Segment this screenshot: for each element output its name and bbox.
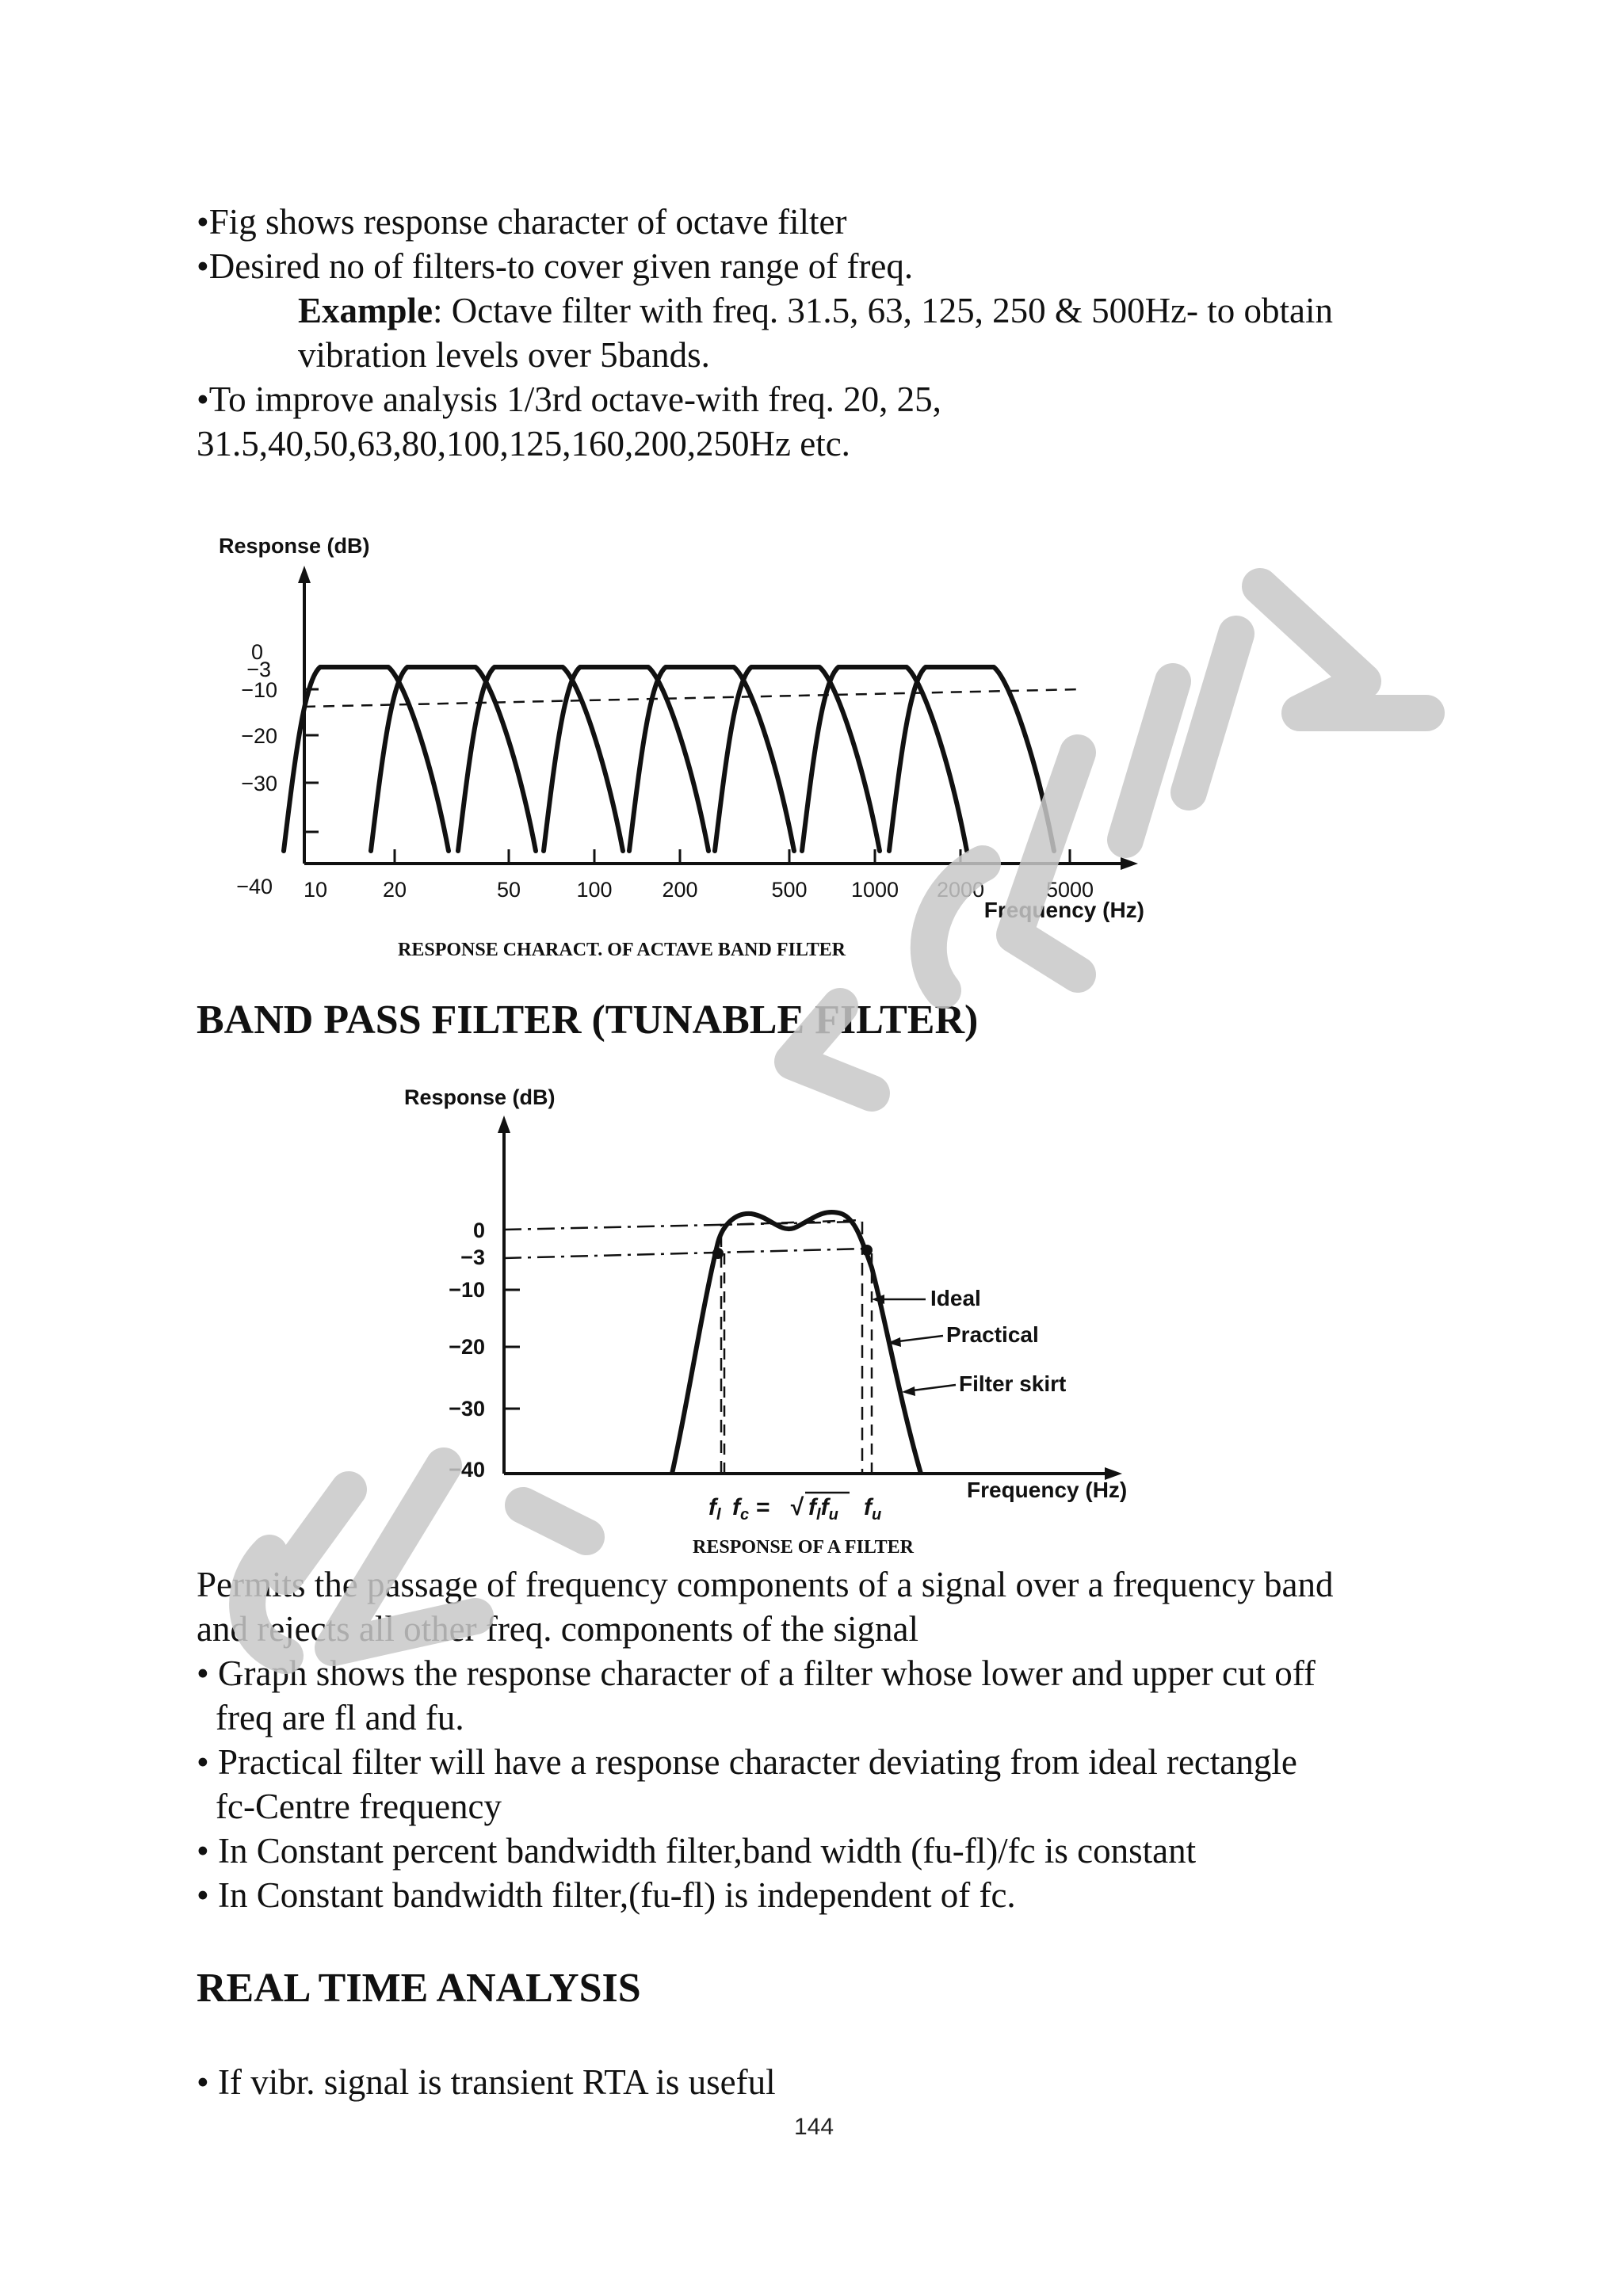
fig2-ideal-rectangle [721, 1220, 862, 1474]
fig1-xtick: 20 [382, 878, 407, 902]
octave-band-curve [889, 667, 1054, 851]
body-bullet3: • In Constant percent bandwidth filter,band width (fu-fl)/fc is constant [197, 1831, 1197, 1871]
section2-bullet1: • If vibr. signal is transient RTA is useful [197, 2062, 776, 2102]
section-heading-real-time-analysis: REAL TIME ANALYSIS [197, 1966, 641, 2011]
fig2-ytick: −40 [449, 1458, 485, 1482]
fig1-minus3db-line [304, 689, 1081, 707]
body-p1-line2: and rejects all other freq. components of the signal [197, 1609, 918, 1649]
section-heading-band-pass: BAND PASS FILTER (TUNABLE FILTER) [197, 997, 979, 1043]
fig1-ytick: −40 [236, 875, 273, 898]
fig2-ylabel: Response (dB) [404, 1085, 556, 1109]
fig1-y-arrow [298, 566, 311, 583]
fig2-x-annotation [708, 1493, 881, 1524]
intro-line-4: •To improve analysis 1/3rd octave-with freq. 20, 25, [197, 379, 941, 419]
band-pass-chart [393, 1070, 1170, 1545]
fig2-lower-cutoff-point [712, 1248, 724, 1259]
fig2-minus3db-line [504, 1249, 867, 1258]
fig1-xtick: 200 [662, 878, 698, 902]
octave-filter-chart [200, 491, 1167, 935]
example-label: Example [298, 291, 433, 330]
intro-line-5: 31.5,40,50,63,80,100,125,160,200,250Hz etc. [197, 424, 850, 463]
svg-text:fu: $f_u$ [864, 1494, 882, 1524]
intro-example-cont: vibration levels over 5bands. [298, 335, 710, 375]
fig1-caption: RESPONSE CHARACT. OF ACTAVE BAND FILTER [398, 940, 846, 960]
fig1-xtick: 50 [496, 878, 521, 902]
band-pass-figure [393, 1070, 1170, 1545]
fig1-xtick: 5000 [1045, 878, 1094, 902]
octave-filter-figure [200, 491, 1167, 935]
intro-line-1: •Fig shows response character of octave filter [197, 202, 847, 242]
fig1-ytick: −3 [246, 658, 271, 681]
fig1-ytick: 0 [250, 640, 263, 664]
fig2-caption: RESPONSE OF A FILTER [693, 1537, 914, 1558]
intro-example [298, 288, 1333, 333]
fig2-ytick: −20 [449, 1335, 485, 1359]
fig1-ylabel: Response (dB) [219, 534, 370, 558]
fig1-xlabel: Frequency (Hz) [983, 898, 1144, 922]
body-p1-line1: Permits the passage of frequency components of a signal over a frequency band [197, 1565, 1334, 1604]
body-bullet1-line1: • Graph shows the response character of a filter whose lower and upper cut off [197, 1653, 1316, 1693]
fig2-label-ideal: Ideal [930, 1286, 981, 1310]
fig2-y-arrow [498, 1116, 510, 1133]
body-bullet1-line2: freq are fl and fu. [216, 1698, 464, 1737]
svg-text:√: √ [789, 1494, 803, 1520]
intro-line-2: •Desired no of filters-to cover given range of freq. [197, 246, 914, 286]
fig1-xtick: 2000 [936, 878, 985, 902]
fig1-xtick: 100 [576, 878, 613, 902]
body-bullet2-line1: • Practical filter will have a response character deviating from ideal rectangle [197, 1742, 1297, 1782]
example-text: : Octave filter with freq. 31.5, 63, 125, 250 & 500Hz- to obtain [433, 291, 1334, 330]
octave-band-curve [371, 667, 536, 851]
octave-band-curve [544, 667, 708, 851]
octave-band-curve [284, 667, 449, 851]
fig1-xtick: 10 [303, 878, 328, 902]
fig2-ytick: −30 [449, 1397, 485, 1421]
body-bullet2-line2: fc-Centre frequency [216, 1787, 502, 1826]
fig1-ytick: −10 [241, 678, 277, 702]
body-bullet4: • In Constant bandwidth filter,(fu-fl) is independent of fc. [197, 1875, 1016, 1915]
svg-text:fl: $f_l$ [708, 1494, 721, 1524]
octave-band-curve [629, 667, 794, 851]
svg-text:flfu: $f_lf_u$ [808, 1494, 838, 1524]
fig1-band-curves [284, 667, 1054, 851]
fig1-xtick: 500 [771, 878, 808, 902]
svg-text:fc =: $f_c$ = [732, 1494, 769, 1524]
fig2-ytick: 0 [472, 1219, 485, 1242]
page-number: 144 [794, 2114, 834, 2140]
fig1-ytick: −20 [241, 724, 277, 748]
octave-band-curve [715, 667, 880, 851]
octave-band-curve [458, 667, 623, 851]
fig2-label-practical: Practical [946, 1322, 1039, 1347]
fig2-ytick: −10 [449, 1278, 485, 1302]
fig2-label-filter-skirt: Filter skirt [959, 1371, 1067, 1396]
fig2-ytick: −3 [460, 1245, 485, 1269]
fig2-xlabel: Frequency (Hz) [967, 1478, 1128, 1502]
fig1-ytick: −30 [241, 772, 277, 795]
fig1-x-arrow [1121, 857, 1138, 870]
fig1-xtick: 1000 [850, 878, 899, 902]
